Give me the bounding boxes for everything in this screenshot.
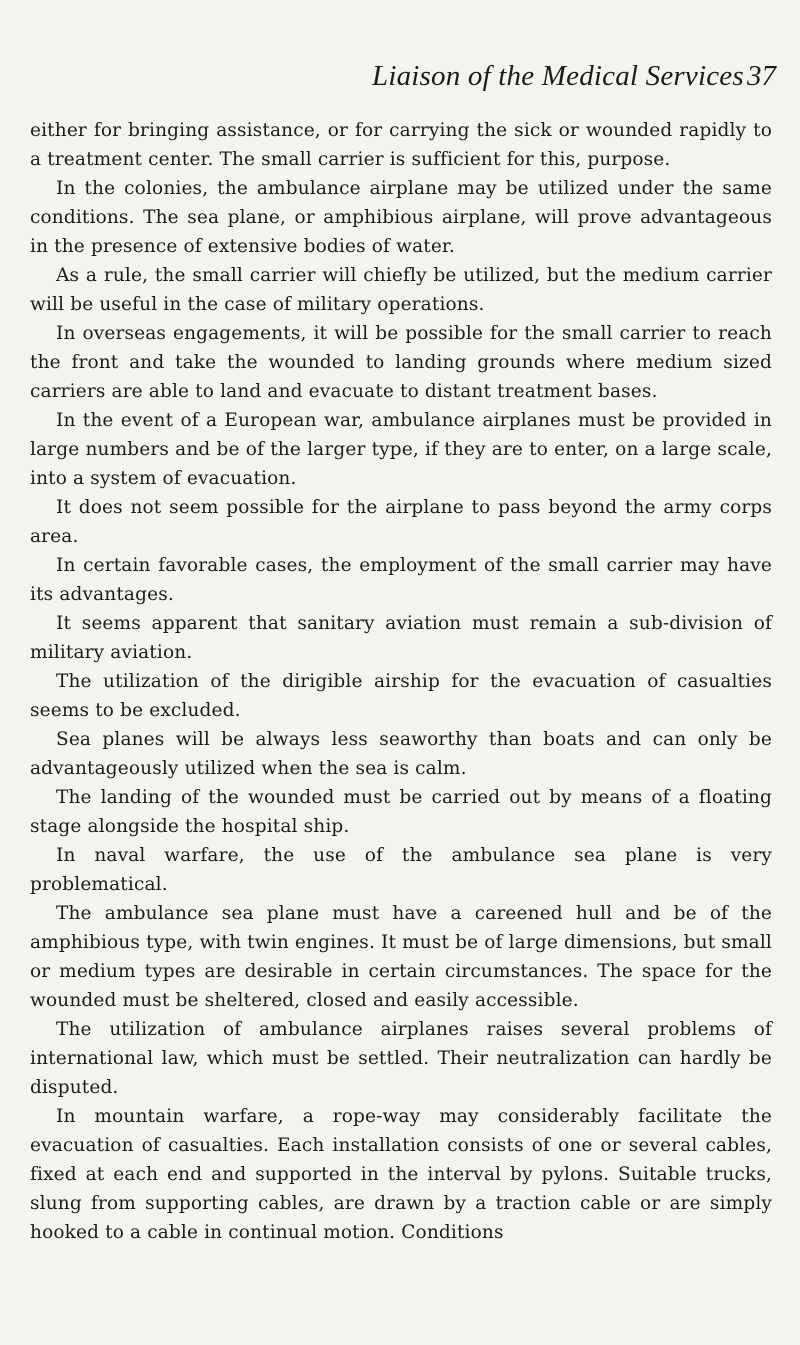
running-head (0, 60, 800, 96)
paragraph-continuation: either for bringing assistance, or for carrying the sick or wounded rapidly to a treatment center. The small carrier is sufficient for this, purpose. (30, 120, 772, 170)
paragraph-international-law: The utilization of ambulance airplanes raises several problems of international law, which must be settled. Their neutralization can hardly be disputed. (30, 1019, 772, 1098)
page-number: 37 (747, 60, 776, 92)
body-text (30, 116, 772, 1247)
paragraph-overseas-engagements: In overseas engagements, it will be possible for the small carrier to reach the front and take the wounded to landing grounds where medium sized carriers are able to land and evacuate to distant treatment bases. (30, 323, 772, 402)
paragraph-ambulance-sea-plane: The ambulance sea plane must have a careened hull and be of the amphibious type, with twin engines. It must be of large dimensions, but small or medium types are desirable in certain circumstances. The space for the wounded must be sheltered, closed and easily accessible. (30, 903, 772, 1011)
paragraph-small-carrier-rule: As a rule, the small carrier will chiefly be utilized, but the medium carrier will be useful in the case of military operations. (30, 265, 772, 315)
paragraph-favorable-cases: In certain favorable cases, the employment of the small carrier may have its advantages. (30, 555, 772, 605)
paragraph-sea-planes: Sea planes will be always less seaworthy than boats and can only be advantageously utilized when the sea is calm. (30, 729, 772, 779)
paragraph-dirigible-airship: The utilization of the dirigible airship for the evacuation of casualties seems to be excluded. (30, 671, 772, 721)
paragraph-sanitary-aviation: It seems apparent that sanitary aviation must remain a sub-division of military aviation. (30, 613, 772, 663)
paragraph-army-corps-area: It does not seem possible for the airplane to pass beyond the army corps area. (30, 497, 772, 547)
paragraph-mountain-warfare: In mountain warfare, a rope-way may considerably facilitate the evacuation of casualties. Each installation consists of one or several cables, fixed at each end and supported in the interval by pylons. Suitable trucks, slung from supporting cables, are drawn by a traction cable or are simply hooked to a cable in continual motion. Conditions (30, 1106, 772, 1243)
running-title: Liaison of the Medical Services (372, 60, 744, 92)
paragraph-european-war: In the event of a European war, ambulance airplanes must be provided in large numbers and be of the larger type, if they are to enter, on a large scale, into a system of evacuation. (30, 410, 772, 489)
paragraph-colonies: In the colonies, the ambulance airplane may be utilized under the same conditions. The sea plane, or amphibious airplane, will prove advantageous in the presence of extensive bodies of water. (30, 178, 772, 257)
paragraph-naval-warfare: In naval warfare, the use of the ambulance sea plane is very problematical. (30, 845, 772, 895)
paragraph-floating-stage: The landing of the wounded must be carried out by means of a floating stage alongside the hospital ship. (30, 787, 772, 837)
